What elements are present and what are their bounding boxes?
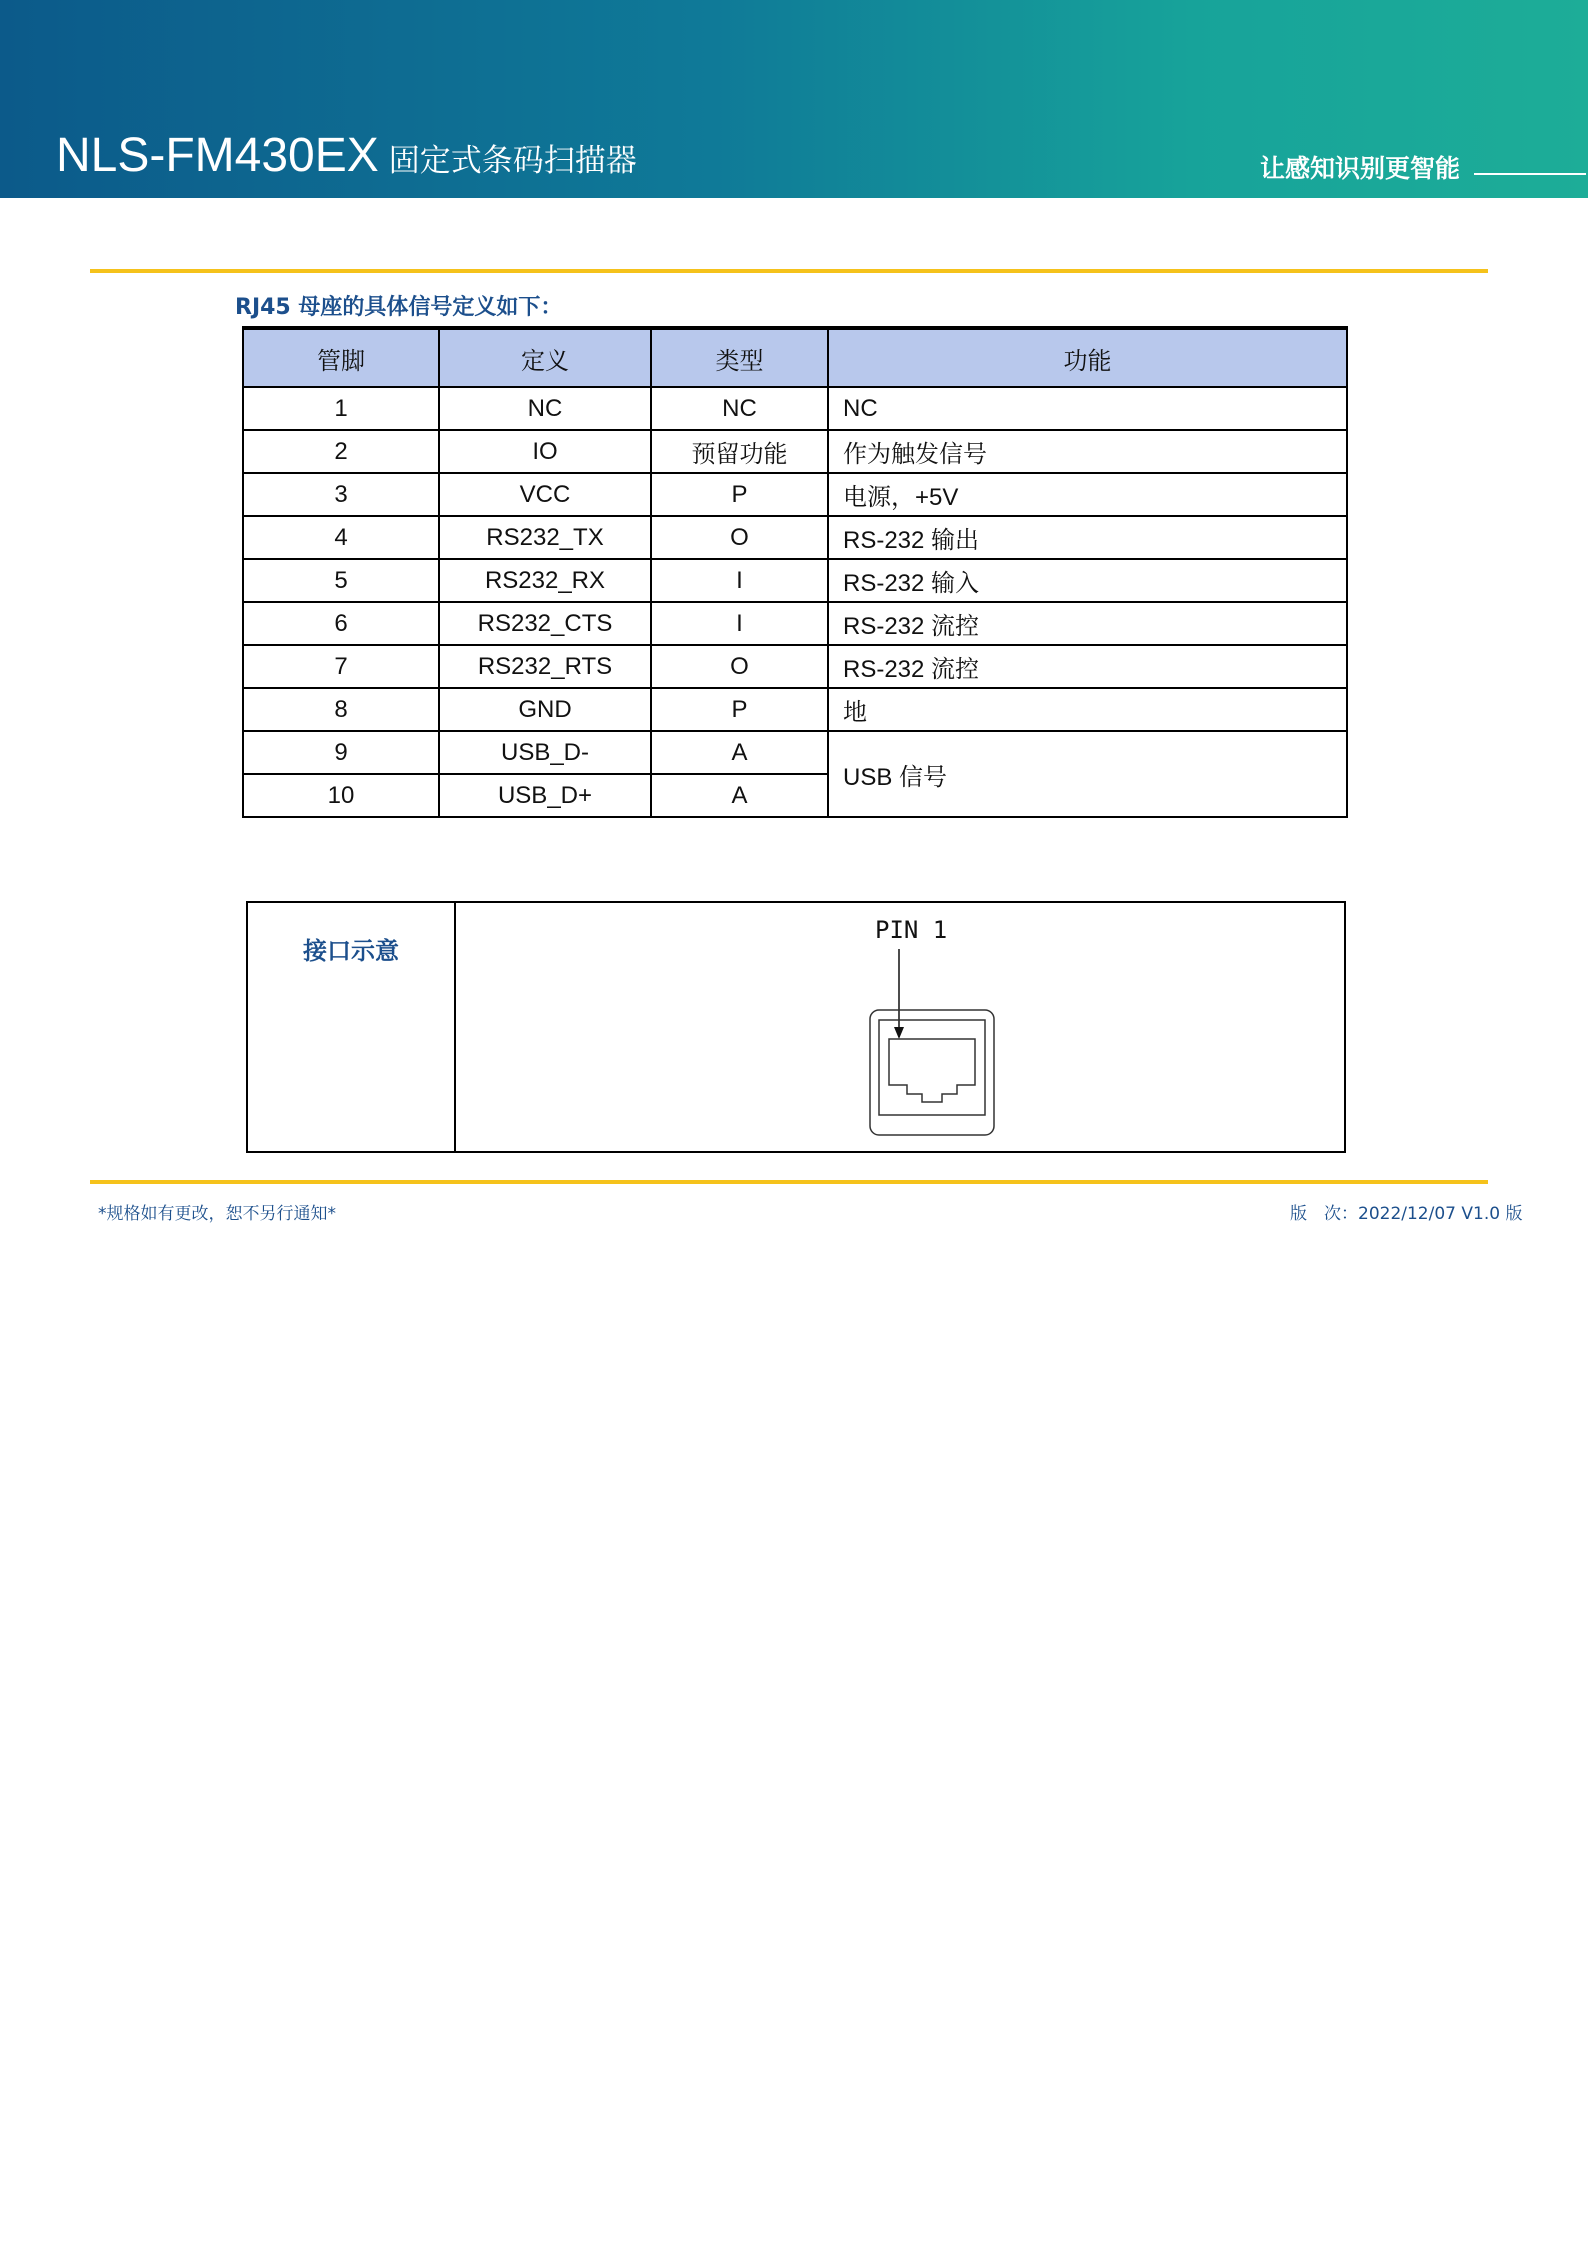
function-cell: RS-232 输入 <box>828 559 1347 602</box>
connector-jack-opening <box>889 1039 975 1102</box>
type-cell: A <box>651 731 828 774</box>
section-title: RJ45 母座的具体信号定义如下： <box>235 295 563 320</box>
pin-cell: 2 <box>243 430 439 473</box>
function-cell: RS-232 流控 <box>828 602 1347 645</box>
pin-cell: 8 <box>243 688 439 731</box>
definition-cell: RS232_RX <box>439 559 651 602</box>
definition-cell: GND <box>439 688 651 731</box>
type-cell: P <box>651 473 828 516</box>
interface-label: 接口示意 <box>303 937 399 965</box>
interface-diagram-table <box>246 901 1346 1153</box>
table-row <box>243 387 1347 430</box>
pin1-label: PIN 1 <box>875 916 948 944</box>
function-cell: RS-232 输出 <box>828 516 1347 559</box>
product-description: 固定式条码扫描器 <box>388 143 637 179</box>
pin-cell: 5 <box>243 559 439 602</box>
bottom-divider <box>90 1180 1488 1184</box>
table-row <box>243 516 1347 559</box>
function-cell: 地 <box>828 688 1347 731</box>
specification-notice: *规格如有更改，恕不另行通知* <box>98 1204 336 1224</box>
pin-cell: 1 <box>243 387 439 430</box>
type-cell: O <box>651 516 828 559</box>
interface-label-cell <box>247 902 455 1152</box>
pin1-arrowhead <box>894 1027 904 1039</box>
type-cell: P <box>651 688 828 731</box>
model-name: NLS-FM430EX <box>56 129 379 182</box>
function-cell: NC <box>828 387 1347 430</box>
interface-diagram-cell <box>455 902 1345 1152</box>
definition-cell: RS232_CTS <box>439 602 651 645</box>
function-cell: 电源，+5V <box>828 473 1347 516</box>
definition-cell: VCC <box>439 473 651 516</box>
document-title <box>56 129 637 182</box>
pin-cell: 3 <box>243 473 439 516</box>
company-slogan: 让感知识别更智能 <box>1260 154 1461 183</box>
slogan-rule <box>1474 173 1586 175</box>
header-type: 类型 <box>651 328 828 387</box>
usb-function-cell: USB 信号 <box>828 731 1347 817</box>
table-row <box>243 731 1347 774</box>
function-cell: RS-232 流控 <box>828 645 1347 688</box>
pin-cell: 6 <box>243 602 439 645</box>
definition-cell: NC <box>439 387 651 430</box>
definition-cell: USB_D- <box>439 731 651 774</box>
definition-cell: IO <box>439 430 651 473</box>
rj45-connector-diagram <box>456 903 1346 1151</box>
type-cell: O <box>651 645 828 688</box>
definition-cell: RS232_TX <box>439 516 651 559</box>
header-banner <box>0 0 1588 198</box>
pin-cell: 10 <box>243 774 439 817</box>
type-cell: A <box>651 774 828 817</box>
type-cell: 预留功能 <box>651 430 828 473</box>
table-row <box>243 688 1347 731</box>
function-cell: 作为触发信号 <box>828 430 1347 473</box>
table-row <box>243 473 1347 516</box>
header-function: 功能 <box>828 328 1347 387</box>
type-cell: I <box>651 602 828 645</box>
pin-definition-table <box>242 326 1348 818</box>
pin-cell: 9 <box>243 731 439 774</box>
table-row <box>243 645 1347 688</box>
table-row <box>243 602 1347 645</box>
header-pin: 管脚 <box>243 328 439 387</box>
header-definition: 定义 <box>439 328 651 387</box>
definition-cell: RS232_RTS <box>439 645 651 688</box>
top-divider <box>90 269 1488 273</box>
table-row <box>243 430 1347 473</box>
definition-cell: USB_D+ <box>439 774 651 817</box>
connector-face <box>879 1020 985 1115</box>
table-header-row <box>243 328 1347 387</box>
type-cell: NC <box>651 387 828 430</box>
version-info: 版 次：2022/12/07 V1.0 版 <box>1290 1204 1523 1224</box>
pin-cell: 4 <box>243 516 439 559</box>
pin-cell: 7 <box>243 645 439 688</box>
type-cell: I <box>651 559 828 602</box>
table-row <box>243 559 1347 602</box>
